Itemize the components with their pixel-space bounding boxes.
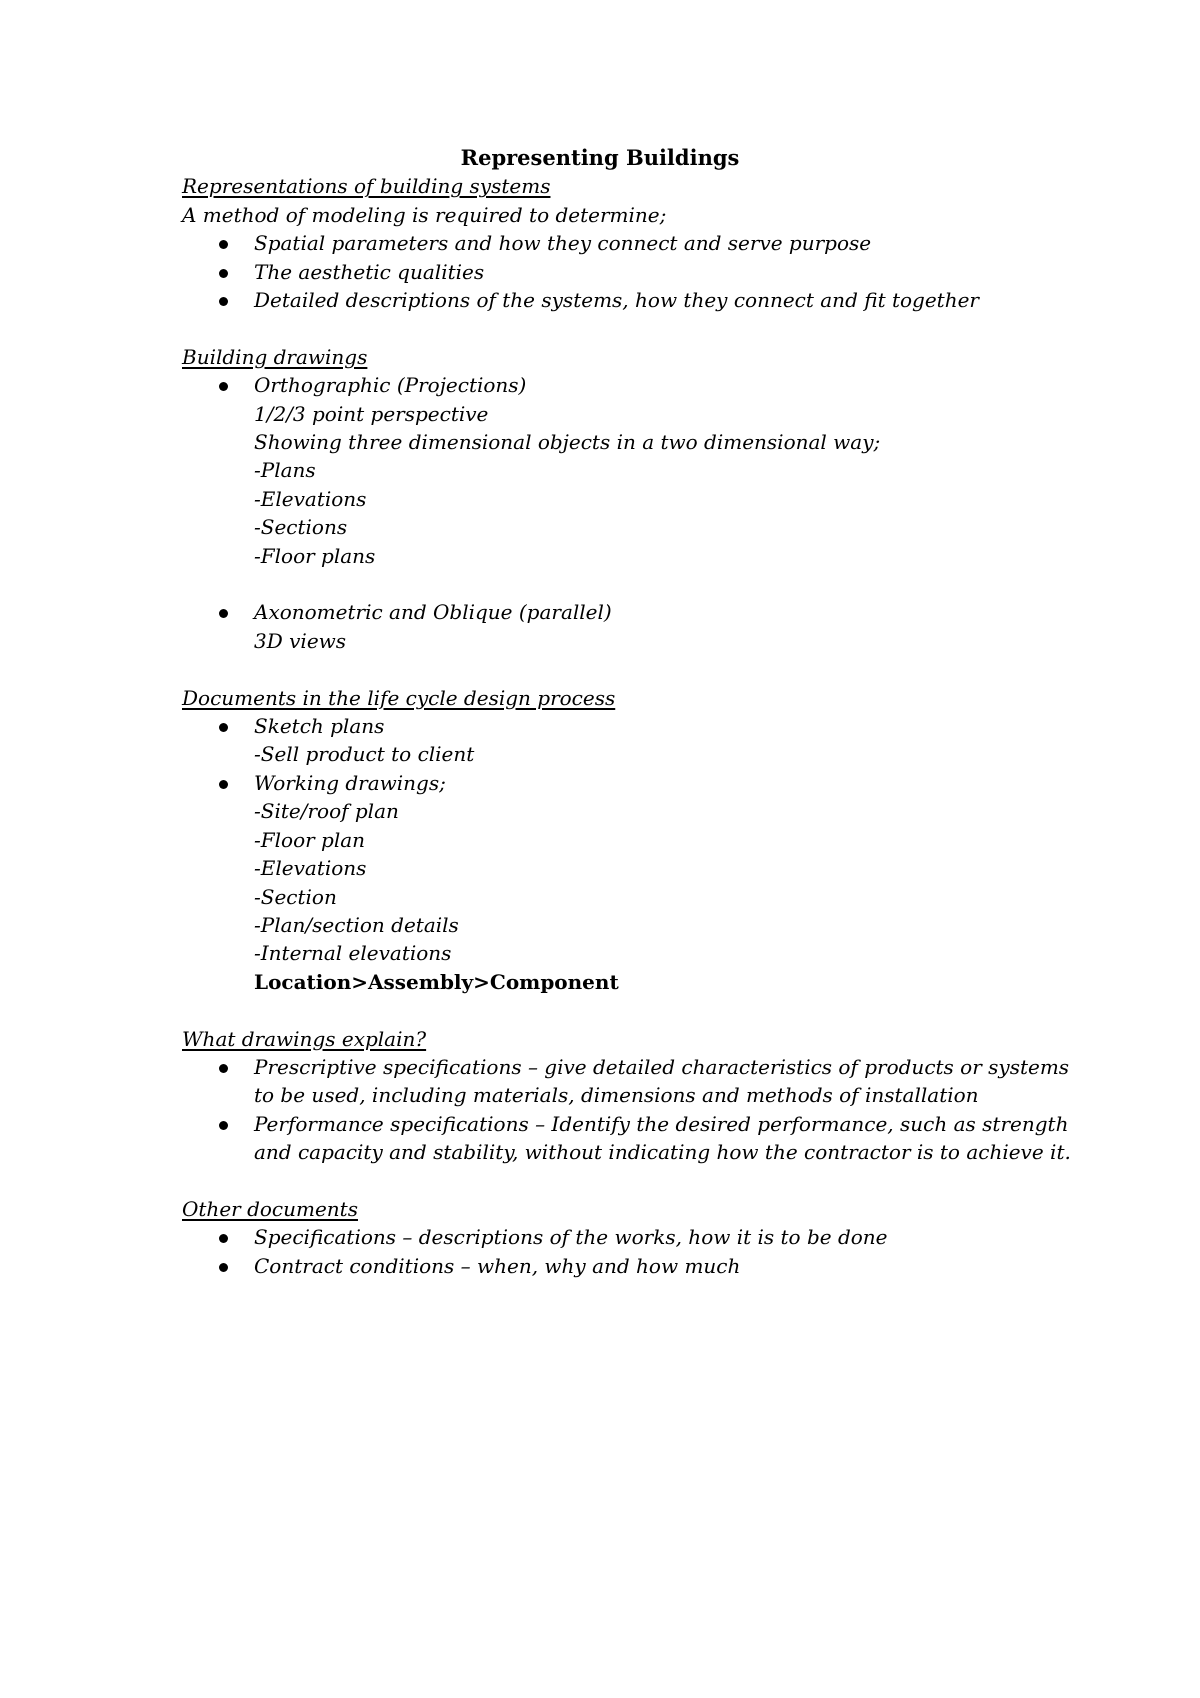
- section-heading-building-drawings: Building drawings: [182, 344, 368, 369]
- sub-line: 1/2/3 point perspective: [254, 401, 489, 426]
- sub-line: -Plan/section details: [254, 912, 459, 937]
- sub-line: -Elevations: [254, 486, 367, 511]
- bullet-list-building-drawings-2: [182, 598, 1082, 626]
- section-intro: A method of modeling is required to determine;: [182, 202, 667, 227]
- sub-line: -Sections: [254, 515, 348, 540]
- list-item: Orthographic (Projections): [182, 371, 1082, 399]
- bullet-icon: [219, 780, 228, 789]
- list-item: Spatial parameters and how they connect and serve purpose: [182, 229, 1082, 257]
- list-item: The aesthetic qualities: [182, 258, 1082, 286]
- list-item: Working drawings;: [182, 769, 1082, 797]
- sub-line: -Elevations: [254, 856, 367, 881]
- sub-line: -Floor plans: [254, 543, 376, 568]
- spacer: [182, 1167, 1082, 1195]
- sub-line: 3D views: [254, 628, 347, 653]
- bullet-icon: [219, 240, 228, 249]
- bullet-icon: [219, 269, 228, 278]
- bullet-icon: [219, 1263, 228, 1272]
- sub-line: Showing three dimensional objects in a two dimensional way;: [254, 430, 881, 455]
- bullet-icon: [219, 723, 228, 732]
- sub-line: -Section: [254, 884, 337, 909]
- list-item: Contract conditions – when, why and how much: [182, 1252, 1082, 1280]
- hierarchy-line: Location>Assembly>Component: [254, 969, 619, 994]
- bullet-list-representations: [182, 229, 1082, 314]
- list-item: Sketch plans: [182, 712, 1082, 740]
- section-heading-representations: Representations of building systems: [182, 174, 551, 199]
- sub-line: -Sell product to client: [254, 742, 475, 767]
- list-item: Axonometric and Oblique (parallel): [182, 598, 1082, 626]
- bullet-icon: [219, 1064, 228, 1073]
- sub-line: -Site/roof plan: [254, 799, 399, 824]
- spacer: [182, 655, 1082, 683]
- sub-line: -Floor plan: [254, 827, 366, 852]
- bullet-icon: [219, 382, 228, 391]
- bullet-list-documents-2: [182, 769, 1082, 797]
- bullet-icon: [219, 1121, 228, 1130]
- spacer: [182, 314, 1082, 342]
- bullet-list-documents: [182, 712, 1082, 740]
- spacer: [182, 570, 1082, 598]
- document-title: Representing Buildings: [460, 145, 740, 170]
- bullet-icon: [219, 1234, 228, 1243]
- bullet-icon: [219, 609, 228, 618]
- bullet-list-what-drawings-explain: [182, 1053, 1082, 1167]
- list-item: Performance specifications – Identify the desired performance, such as strength and capacity and stability, without indicating how the contractor is to achieve it.: [182, 1110, 1082, 1167]
- section-heading-what-drawings-explain: What drawings explain?: [182, 1026, 427, 1051]
- list-item: Specifications – descriptions of the works, how it is to be done: [182, 1223, 1082, 1251]
- section-heading-other-documents: Other documents: [182, 1196, 358, 1221]
- bullet-list-building-drawings: [182, 371, 1082, 399]
- spacer: [182, 996, 1082, 1024]
- bullet-list-other-documents: [182, 1223, 1082, 1280]
- list-item: Detailed descriptions of the systems, how they connect and fit together: [182, 286, 1082, 314]
- list-item: Prescriptive specifications – give detailed characteristics of products or systems to be used, including materials, dimensions and methods of installation: [182, 1053, 1082, 1110]
- bullet-icon: [219, 297, 228, 306]
- section-heading-documents: Documents in the life cycle design process: [182, 685, 616, 710]
- sub-line: -Internal elevations: [254, 941, 452, 966]
- sub-line: -Plans: [254, 458, 316, 483]
- document-content: [182, 144, 1082, 1280]
